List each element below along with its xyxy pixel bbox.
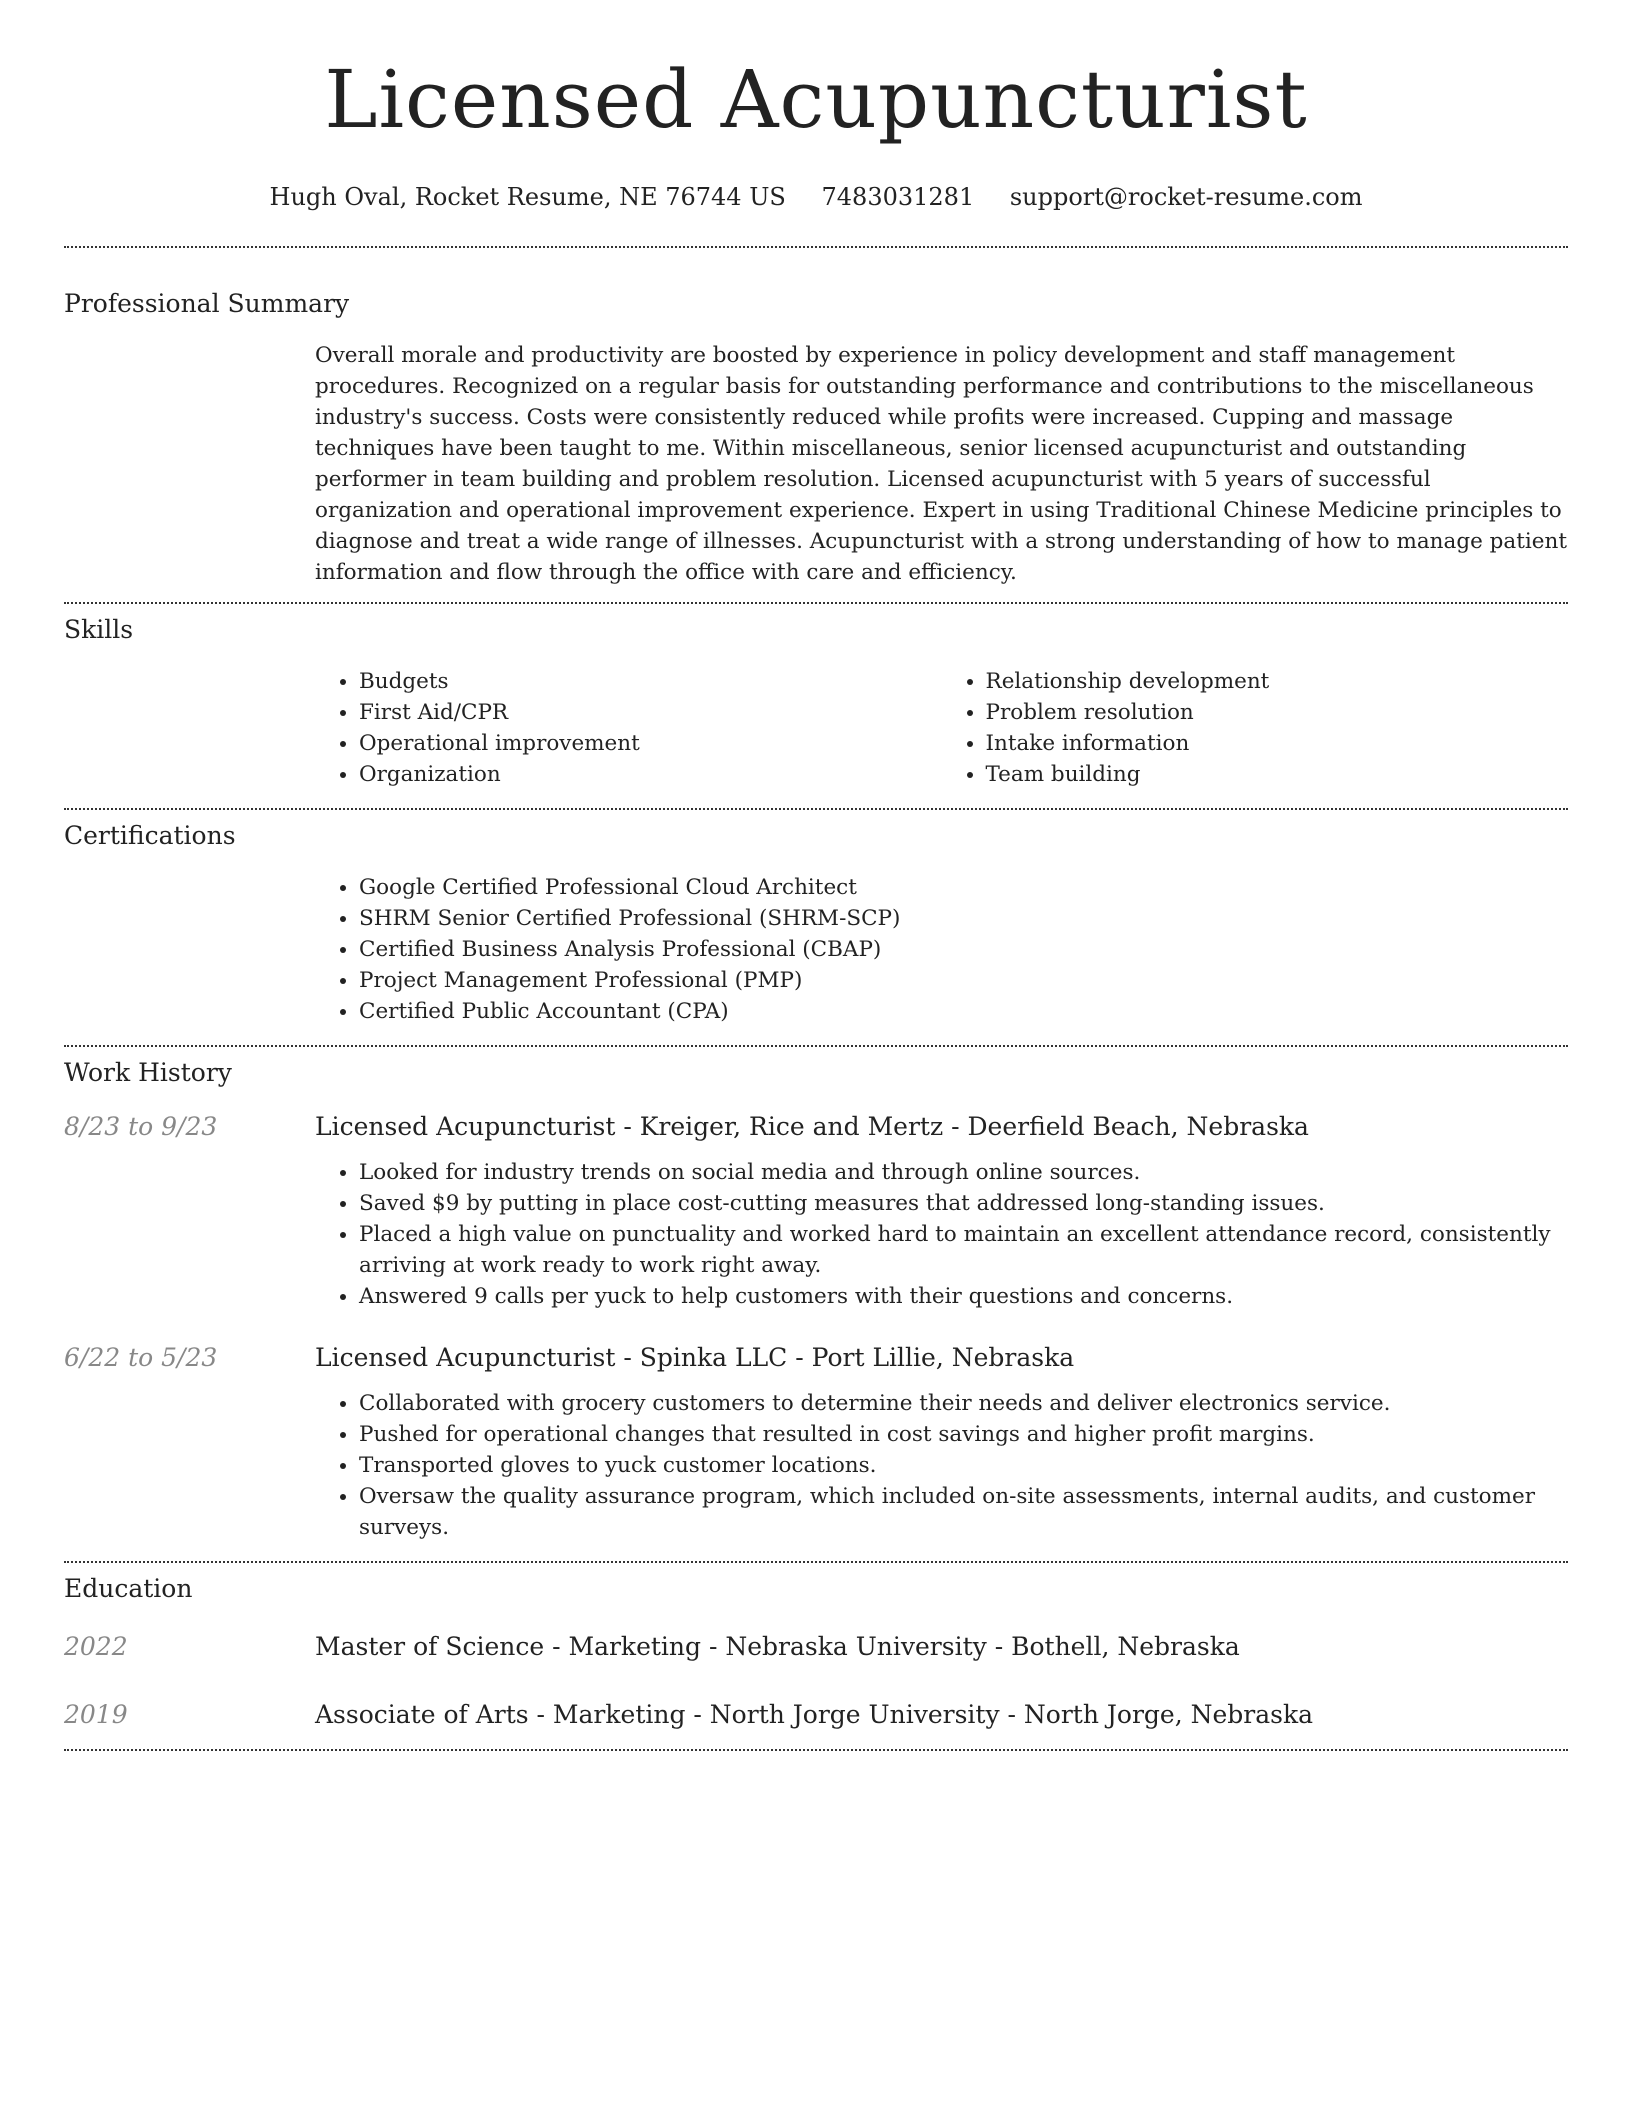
skill-item: • Intake information [986,728,1569,759]
certification-item: • Certified Public Accountant (CPA) [359,996,1568,1027]
contact-phone: 7483031281 [821,183,975,211]
certifications-body [315,872,1568,1027]
job-title: Licensed Acupuncturist - Spinka LLC - Port Lillie, Nebraska [315,1343,1075,1372]
contact-address: Hugh Oval, Rocket Resume, NE 76744 US [269,183,786,211]
job-bullets [315,1157,1568,1312]
job-bullet: • Transported gloves to yuck customer locations. [359,1450,1568,1481]
certification-item: • Google Certified Professional Cloud Architect [359,872,1568,903]
certifications-title: Certifications [64,821,236,850]
job-bullet: • Placed a high value on punctuality and worked hard to maintain an excellent attendance record, consistently arriving at work ready to work right away. [359,1219,1568,1281]
job-entry [64,1111,1568,1312]
education-entry [64,1699,1568,1731]
job-dates: 8/23 to 9/23 [64,1112,218,1141]
education-divider [64,1749,1568,1751]
job-dates: 6/22 to 5/23 [64,1343,218,1372]
skill-item: • First Aid/CPR [359,697,942,728]
job-entry [64,1342,1568,1543]
job-bullet: • Looked for industry trends on social media and through online sources. [359,1157,1568,1188]
skills-section [64,604,1568,790]
certifications-section [64,810,1568,1027]
job-details [315,1111,1568,1312]
certification-item: • Certified Business Analysis Professional (CBAP) [359,934,1568,965]
job-title: Licensed Acupuncturist - Kreiger, Rice and Mertz - Deerfield Beach, Nebraska [315,1112,1309,1141]
resume-page [64,0,1568,1751]
education-year: 2019 [64,1700,128,1729]
job-bullet: • Saved $9 by putting in place cost-cutting measures that addressed long-standing issues. [359,1188,1568,1219]
skills-list-right [942,666,1569,790]
contact-line [64,182,1568,212]
skills-list-left [315,666,942,790]
skills-columns [315,666,1568,790]
job-bullets [315,1388,1568,1543]
skill-item: • Budgets [359,666,942,697]
job-bullet: • Collaborated with grocery customers to determine their needs and deliver electronics service. [359,1388,1568,1419]
education-degree: Associate of Arts - Marketing - North Jorge University - North Jorge, Nebraska [315,1700,1314,1729]
job-bullet: • Oversaw the quality assurance program, which included on-site assessments, internal audits, and customer surveys. [359,1481,1568,1543]
skill-item: • Relationship development [986,666,1569,697]
skill-item: • Problem resolution [986,697,1569,728]
education-entry [64,1631,1568,1663]
job-details [315,1342,1568,1543]
work-history-section [64,1047,1568,1543]
summary-text: Overall morale and productivity are boosted by experience in policy development and staff management procedures. Recognized on a regular basis for outstanding performance and contributions to the miscellaneous industry's success. Costs were consistently reduced while profits were increased. Cupping and massage techniques have been taught to me. Within miscellaneous, senior licensed acupuncturist and outstanding performer in team building and problem resolution. Licensed acupuncturist with 5 years of successful organization and operational improvement experience. Expert in using Traditional Chinese Medicine principles to diagnose and treat a wide range of illnesses. Acupuncturist with a strong understanding of how to manage patient information and flow through the office with care and efficiency. [315,343,1567,585]
education-year: 2022 [64,1632,128,1661]
summary-title: Professional Summary [64,289,350,318]
education-section [64,1563,1568,1731]
education-title: Education [64,1574,193,1603]
job-bullet: • Pushed for operational changes that resulted in cost savings and higher profit margins. [359,1419,1568,1450]
certifications-list [315,872,1568,1027]
education-degree: Master of Science - Marketing - Nebraska University - Bothell, Nebraska [315,1632,1240,1661]
work-history-title: Work History [64,1058,232,1087]
resume-name: Licensed Acupuncturist [324,53,1308,146]
certification-item: • SHRM Senior Certified Professional (SHRM-SCP) [359,903,1568,934]
skill-item: • Organization [359,759,942,790]
summary-section [64,248,1568,588]
skills-title: Skills [64,615,134,644]
job-bullet: • Answered 9 calls per yuck to help customers with their questions and concerns. [359,1281,1568,1312]
skill-item: • Team building [986,759,1569,790]
contact-email: support@rocket-resume.com [1009,183,1363,211]
skill-item: • Operational improvement [359,728,942,759]
certification-item: • Project Management Professional (PMP) [359,965,1568,996]
